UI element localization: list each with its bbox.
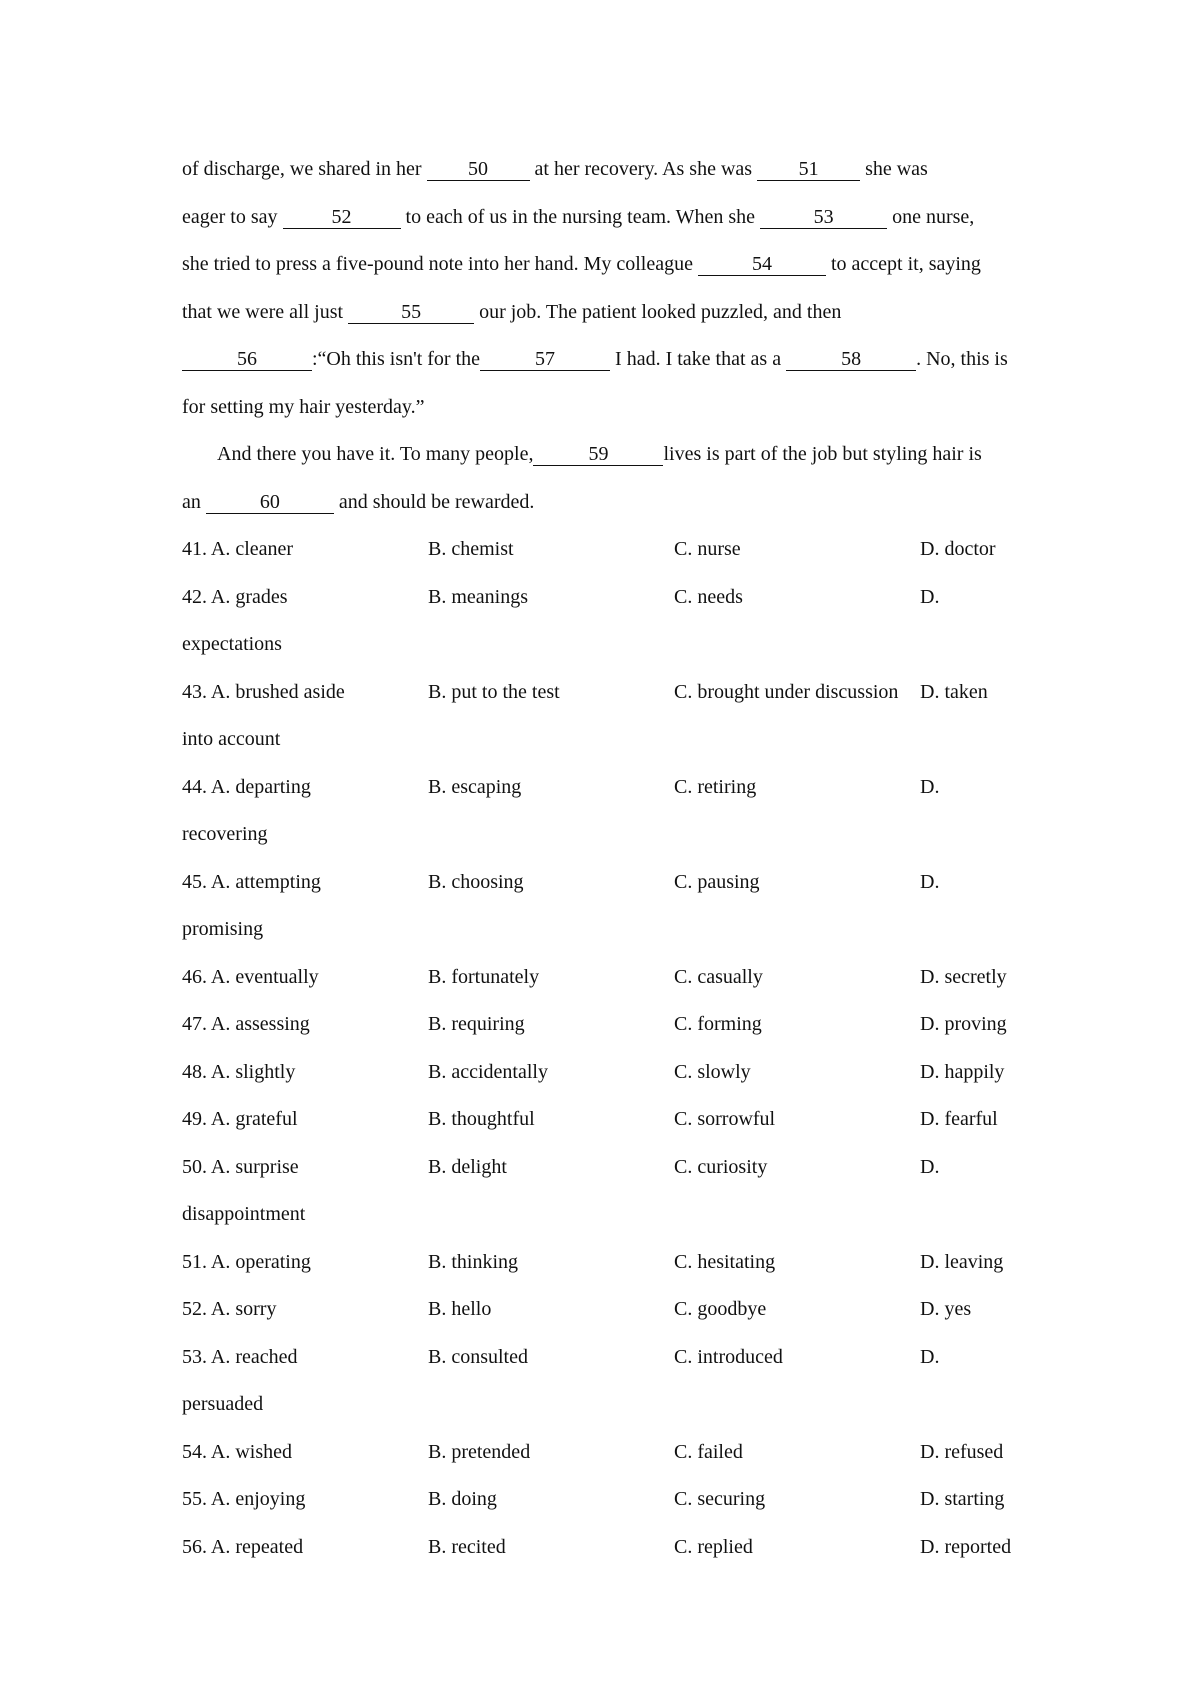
option-a: 51. A. operating <box>182 1250 311 1273</box>
option-c: C. retiring <box>674 775 757 798</box>
option-a: 53. A. reached <box>182 1345 298 1368</box>
option-c: C. slowly <box>674 1060 751 1083</box>
question-row <box>182 1286 1032 1334</box>
question-list <box>182 526 1032 1571</box>
passage-text: And there you have it. To many people, <box>217 443 534 465</box>
passage-text: :“Oh this isn't for the <box>312 348 481 370</box>
passage-text: at her recovery. As she was <box>529 158 758 180</box>
option-a: 54. A. wished <box>182 1440 292 1463</box>
passage-line-7 <box>182 431 1032 479</box>
option-continuation: into account <box>182 728 281 750</box>
option-b: B. accidentally <box>428 1060 548 1083</box>
question-row <box>182 1429 1032 1477</box>
option-d: D. leaving <box>920 1250 1004 1273</box>
option-b: B. escaping <box>428 775 522 798</box>
option-a: 42. A. grades <box>182 585 288 608</box>
passage-line-3 <box>182 241 1032 289</box>
option-c: C. replied <box>674 1535 753 1558</box>
question-row <box>182 1524 1032 1572</box>
blank-56: 56 <box>182 348 312 371</box>
question-row <box>182 1334 1032 1382</box>
option-b: B. recited <box>428 1535 506 1558</box>
passage-line-6: for setting my hair yesterday.” <box>182 395 425 418</box>
option-c: C. hesitating <box>674 1250 776 1273</box>
option-a: 49. A. grateful <box>182 1108 298 1130</box>
question-row <box>182 1049 1032 1097</box>
option-continuation: persuaded <box>182 1393 264 1415</box>
blank-57: 57 <box>480 348 610 371</box>
passage-text: I had. I take that as a <box>610 348 787 370</box>
option-b: B. requiring <box>428 1013 525 1035</box>
option-a: 46. A. eventually <box>182 965 319 988</box>
question-row <box>182 1476 1032 1524</box>
option-c: C. pausing <box>674 870 760 893</box>
option-d: D. yes <box>920 1298 972 1320</box>
option-c: C. needs <box>674 585 743 608</box>
passage-text: of discharge, we shared in her <box>182 158 427 180</box>
option-d: D. fearful <box>920 1108 998 1130</box>
question-row <box>182 764 1032 812</box>
option-d: D. <box>920 1155 940 1178</box>
option-b: B. chemist <box>428 538 514 560</box>
passage-text: lives is part of the job but styling hair is <box>663 443 982 465</box>
option-continuation: expectations <box>182 633 282 655</box>
option-b: B. thinking <box>428 1250 519 1273</box>
option-b: B. delight <box>428 1155 507 1178</box>
option-a: 45. A. attempting <box>182 870 321 893</box>
option-b: B. hello <box>428 1298 492 1320</box>
option-d: D. doctor <box>920 538 996 560</box>
passage-text: an <box>182 490 206 513</box>
option-c: C. brought under discussion <box>674 680 899 703</box>
option-c: C. nurse <box>674 538 741 560</box>
blank-54: 54 <box>698 253 826 276</box>
option-b: B. meanings <box>428 585 528 608</box>
option-continuation: promising <box>182 918 264 940</box>
question-row <box>182 1144 1032 1192</box>
option-b: B. choosing <box>428 870 524 893</box>
option-c: C. sorrowful <box>674 1108 776 1130</box>
passage-text: to each of us in the nursing team. When she <box>400 205 761 228</box>
option-d: D. <box>920 1345 940 1368</box>
option-d: D. happily <box>920 1060 1005 1083</box>
option-b: B. pretended <box>428 1440 531 1463</box>
option-a: 50. A. surprise <box>182 1155 299 1178</box>
passage-text: she was <box>860 158 928 180</box>
passage-text: to accept it, saying <box>825 253 981 275</box>
question-row <box>182 954 1032 1002</box>
passage-line-4 <box>182 289 1032 337</box>
option-a: 52. A. sorry <box>182 1298 277 1320</box>
option-a: 56. A. repeated <box>182 1535 304 1558</box>
option-c: C. goodbye <box>674 1298 767 1320</box>
option-b: B. put to the test <box>428 680 560 703</box>
option-d: D. proving <box>920 1013 1007 1035</box>
blank-55: 55 <box>348 301 474 324</box>
option-c: C. casually <box>674 965 763 988</box>
option-a: 43. A. brushed aside <box>182 680 345 703</box>
option-d: D. taken <box>920 680 988 703</box>
option-c: C. failed <box>674 1440 743 1463</box>
passage-line-8 <box>182 479 1032 527</box>
option-b: B. thoughtful <box>428 1108 535 1130</box>
passage-line-5 <box>182 336 1032 384</box>
option-continuation: recovering <box>182 823 268 845</box>
blank-59: 59 <box>533 443 663 466</box>
passage-text: one nurse, <box>887 205 975 228</box>
option-c: C. forming <box>674 1013 762 1035</box>
blank-53: 53 <box>760 206 887 229</box>
question-row <box>182 574 1032 622</box>
option-d: D. <box>920 870 940 893</box>
option-d: D. refused <box>920 1440 1004 1463</box>
option-c: C. curiosity <box>674 1155 768 1178</box>
option-d: D. starting <box>920 1488 1005 1510</box>
passage-text: she tried to press a five-pound note into her hand. My colleague <box>182 253 698 275</box>
question-row <box>182 859 1032 907</box>
option-d: D. secretly <box>920 965 1007 988</box>
question-row <box>182 1001 1032 1049</box>
option-d: D. <box>920 775 940 798</box>
option-c: C. introduced <box>674 1345 783 1368</box>
blank-58: 58 <box>786 348 916 371</box>
question-row <box>182 669 1032 717</box>
blank-50: 50 <box>427 158 530 181</box>
question-row <box>182 1096 1032 1144</box>
option-a: 44. A. departing <box>182 775 311 798</box>
question-row <box>182 1239 1032 1287</box>
passage-line-2 <box>182 194 1032 242</box>
option-a: 55. A. enjoying <box>182 1488 306 1510</box>
blank-60: 60 <box>206 491 334 514</box>
passage-text: and should be rewarded. <box>333 490 535 513</box>
option-continuation: disappointment <box>182 1203 306 1225</box>
option-a: 41. A. cleaner <box>182 538 294 560</box>
option-a: 47. A. assessing <box>182 1013 310 1035</box>
option-d: D. reported <box>920 1535 1012 1558</box>
option-b: B. fortunately <box>428 965 540 988</box>
option-a: 48. A. slightly <box>182 1060 296 1083</box>
passage-text: our job. The patient looked puzzled, and then <box>474 300 842 323</box>
option-c: C. securing <box>674 1488 766 1510</box>
passage-text: eager to say <box>182 205 283 228</box>
blank-51: 51 <box>757 158 860 181</box>
passage-line-1 <box>182 146 1032 194</box>
option-d: D. <box>920 585 940 608</box>
option-b: B. doing <box>428 1488 497 1510</box>
option-b: B. consulted <box>428 1345 528 1368</box>
blank-52: 52 <box>283 206 401 229</box>
passage-text: . No, this is <box>916 348 1008 370</box>
passage-and-questions <box>182 146 1032 1571</box>
passage-text: that we were all just <box>182 300 349 323</box>
question-row <box>182 526 1032 574</box>
